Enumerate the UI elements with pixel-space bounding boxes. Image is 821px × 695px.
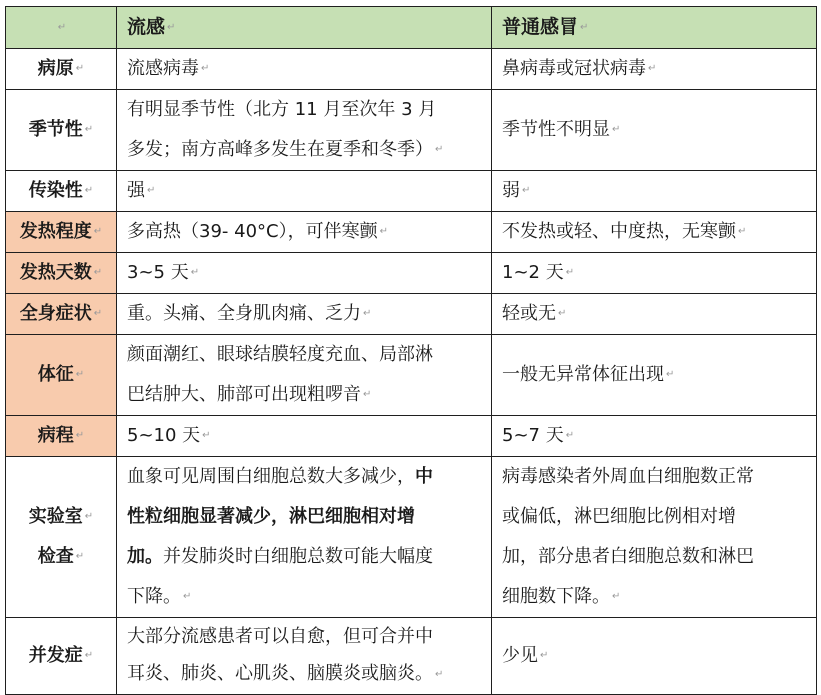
row-label-line: 实验室 <box>28 505 83 527</box>
cold-cell <box>492 170 817 211</box>
row-label: 病程 <box>37 424 74 446</box>
paragraph-mark-icon: ↵ <box>558 307 567 319</box>
paragraph-mark-icon: ↵ <box>93 266 103 278</box>
flu-value: 强 <box>127 179 145 201</box>
flu-value-line: 多发；南方高峰多发生在夏季和冬季） <box>127 138 433 160</box>
paragraph-mark-icon: ↵ <box>201 62 210 74</box>
paragraph-mark-icon: ↵ <box>84 510 94 522</box>
cold-cell <box>492 415 817 456</box>
table-row-pathogen <box>6 48 817 89</box>
cold-cell <box>492 617 817 694</box>
row-label: 全身症状 <box>19 302 92 324</box>
cold-value: 一般无异常体征出现 <box>502 363 664 385</box>
table-row-complications <box>6 617 817 694</box>
flu-value-text: 血象可见周围白细胞总数大多减少， <box>127 465 415 487</box>
paragraph-mark-icon: ↵ <box>75 429 85 441</box>
cold-cell <box>492 89 817 170</box>
paragraph-mark-icon: ↵ <box>435 143 444 155</box>
flu-cell <box>117 211 492 252</box>
paragraph-mark-icon: ↵ <box>565 266 575 278</box>
flu-value-text: 并发肺炎时白细胞总数可能大幅度 <box>163 545 433 567</box>
table-row-disease-course <box>6 415 817 456</box>
flu-value-line: 巴结肿大、肺部可出现粗啰音 <box>127 383 361 405</box>
table-row-contagiousness <box>6 170 817 211</box>
row-label-cell <box>6 252 117 293</box>
cold-value: 鼻病毒或冠状病毒 <box>502 57 646 79</box>
row-label-cell <box>6 48 117 89</box>
flu-value-line: 颜面潮红、眼球结膜轻度充血、局部淋 <box>127 343 433 365</box>
cold-value: 季节性不明显 <box>502 118 610 140</box>
flu-cell <box>117 48 492 89</box>
row-label: 季节性 <box>28 118 83 140</box>
flu-value-line: 大部分流感患者可以自愈，但可合并中 <box>127 626 433 648</box>
row-label-cell <box>6 617 117 694</box>
row-label: 发热天数 <box>19 261 92 283</box>
paragraph-mark-icon: ↵ <box>379 225 388 237</box>
paragraph-mark-icon: ↵ <box>84 649 94 661</box>
paragraph-mark-icon: ↵ <box>565 429 575 441</box>
row-label-cell <box>6 456 117 617</box>
flu-value: 3~5 天 <box>127 261 189 283</box>
cold-cell <box>492 252 817 293</box>
paragraph-mark-icon: ↵ <box>738 225 747 237</box>
flu-value-emphasis: 加。 <box>127 545 163 567</box>
cold-value: 弱 <box>502 179 520 201</box>
paragraph-mark-icon: ↵ <box>363 307 372 319</box>
flu-cell <box>117 170 492 211</box>
flu-value: 重。头痛、全身肌肉痛、乏力 <box>127 302 361 324</box>
paragraph-mark-icon: ↵ <box>75 62 85 74</box>
header-flu-label: 流感 <box>127 16 166 38</box>
flu-cell <box>117 252 492 293</box>
paragraph-mark-icon: ↵ <box>190 266 200 278</box>
flu-value-line: 耳炎、肺炎、心肌炎、脑膜炎或脑炎。 <box>127 663 433 685</box>
cold-cell <box>492 48 817 89</box>
paragraph-mark-icon: ↵ <box>666 368 675 380</box>
flu-value-text: 下降。 <box>127 585 181 607</box>
row-label-cell <box>6 293 117 334</box>
flu-cell <box>117 334 492 415</box>
row-label: 病原 <box>37 57 74 79</box>
header-cold-cell <box>492 7 817 49</box>
cold-value-line: 病毒感染者外周血白细胞数正常 <box>502 465 754 487</box>
table-row-systemic-symptoms <box>6 293 817 334</box>
row-label-cell <box>6 89 117 170</box>
paragraph-mark-icon: ↵ <box>363 388 372 400</box>
paragraph-mark-icon: ↵ <box>540 649 549 661</box>
cold-value: 少见 <box>502 644 538 666</box>
cold-cell <box>492 211 817 252</box>
row-label: 传染性 <box>28 179 83 201</box>
paragraph-mark-icon: ↵ <box>522 184 531 196</box>
row-label: 发热程度 <box>19 220 92 242</box>
paragraph-mark-icon: ↵ <box>648 62 657 74</box>
cold-value-line: 或偏低，淋巴细胞比例相对增 <box>502 505 736 527</box>
row-label-line: 检查 <box>37 545 74 567</box>
paragraph-mark-icon: ↵ <box>183 590 192 602</box>
paragraph-mark-icon: ↵ <box>75 550 85 562</box>
cold-cell <box>492 293 817 334</box>
flu-cell <box>117 89 492 170</box>
paragraph-mark-icon: ↵ <box>435 668 444 680</box>
paragraph-mark-icon: ↵ <box>580 21 589 33</box>
cold-cell <box>492 334 817 415</box>
table-row-fever-days <box>6 252 817 293</box>
paragraph-mark-icon: ↵ <box>84 123 94 135</box>
flu-cell <box>117 293 492 334</box>
cold-value-line: 加，部分患者白细胞总数和淋巴 <box>502 545 754 567</box>
flu-value-line: 有明显季节性（北方 11 月至次年 3 月 <box>127 98 437 120</box>
paragraph-mark-icon: ↵ <box>612 123 621 135</box>
paragraph-mark-icon: ↵ <box>147 184 156 196</box>
table-row-lab-tests <box>6 456 817 617</box>
cold-value: 1~2 天 <box>502 261 564 283</box>
flu-value-emphasis: 性粒细胞显著减少，淋巴细胞相对增 <box>127 505 415 527</box>
header-corner-cell <box>6 7 117 49</box>
flu-value: 5~10 天 <box>127 424 201 446</box>
row-label-cell <box>6 415 117 456</box>
header-row <box>6 7 817 49</box>
paragraph-mark-icon: ↵ <box>57 21 67 33</box>
flu-value: 多高热（39- 40°C），可伴寒颤 <box>127 220 378 242</box>
row-label: 体征 <box>37 363 74 385</box>
flu-cell <box>117 415 492 456</box>
table-row-physical-signs <box>6 334 817 415</box>
cold-value: 5~7 天 <box>502 424 564 446</box>
header-flu-cell <box>117 7 492 49</box>
flu-value: 流感病毒 <box>127 57 199 79</box>
flu-vs-cold-comparison-table <box>5 6 817 695</box>
row-label: 并发症 <box>28 644 83 666</box>
paragraph-mark-icon: ↵ <box>84 184 94 196</box>
row-label-cell <box>6 170 117 211</box>
cold-value: 不发热或轻、中度热，无寒颤 <box>502 220 736 242</box>
paragraph-mark-icon: ↵ <box>167 21 176 33</box>
header-cold-label: 普通感冒 <box>502 16 579 38</box>
paragraph-mark-icon: ↵ <box>612 590 621 602</box>
flu-cell <box>117 456 492 617</box>
paragraph-mark-icon: ↵ <box>75 368 85 380</box>
row-label-cell <box>6 334 117 415</box>
paragraph-mark-icon: ↵ <box>93 225 103 237</box>
flu-cell <box>117 617 492 694</box>
cold-value-line: 细胞数下降。 <box>502 585 610 607</box>
row-label-cell <box>6 211 117 252</box>
flu-value-emphasis: 中 <box>415 465 433 487</box>
table-row-fever-degree <box>6 211 817 252</box>
paragraph-mark-icon: ↵ <box>93 307 103 319</box>
cold-value: 轻或无 <box>502 302 556 324</box>
table-row-seasonality <box>6 89 817 170</box>
cold-cell <box>492 456 817 617</box>
paragraph-mark-icon: ↵ <box>202 429 211 441</box>
